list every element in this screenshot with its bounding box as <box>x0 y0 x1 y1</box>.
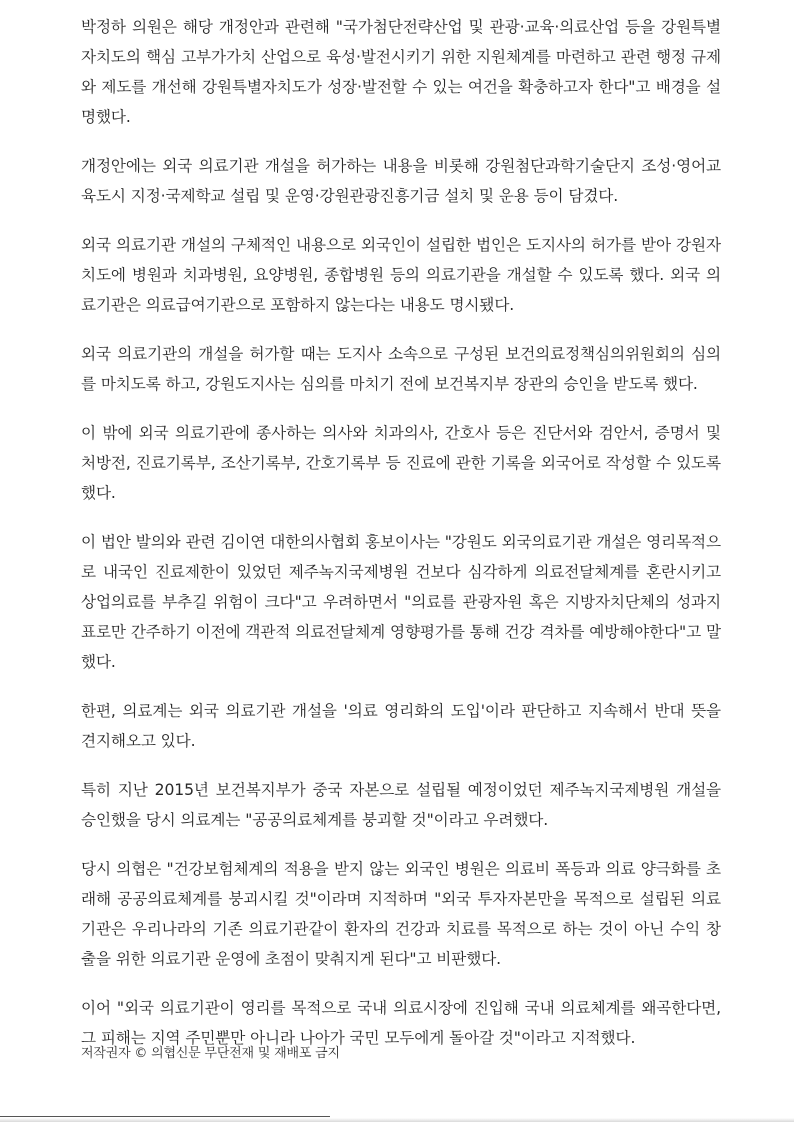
paragraph-1: 박정하 의원은 해당 개정안과 관련해 "국가첨단전략산업 및 관광·교육·의료산업 등을 강원특별자치도의 핵심 고부가가치 산업으로 육성·발전시키기 위한 지원체계를 마련하고 관련 행정 규제와 제도를 개선해 강원특별자치도가 성장·발전할 수 있는 여건을 확충하고자 한다"고 배경을 설명했다. <box>81 18 721 126</box>
paragraph-10: 이어 "외국 의료기관이 영리를 목적으로 국내 의료시장에 진입해 국내 의료체계를 왜곡한다면, 그 피해는 지역 주민뿐만 아니라 나아가 국민 모두에게 돌아갈 것"이라고 지적했다. <box>81 999 721 1047</box>
paragraph-6: 이 법안 발의와 관련 김이연 대한의사협회 홍보이사는 "강원도 외국의료기관 개설은 영리목적으로 내국인 진료제한이 있었던 제주녹지국제병원 건보다 심각하게 의료전달체계를 혼란시키고 상업의료를 부추길 위험이 크다"고 우려하면서 "의료를 관광자원 혹은 지방자치단체의 성과지표로만 간주하기 이전에 객관적 의료전달체계 영향평가를 통해 건강 격차를 예방해야한다"고 말했다. <box>81 533 721 671</box>
paragraph-3: 외국 의료기관 개설의 구체적인 내용으로 외국인이 설립한 법인은 도지사의 허가를 받아 강원자치도에 병원과 치과병원, 요양병원, 종합병원 등의 의료기관을 개설할 수 있도록 했다. 외국 의료기관은 의료급여기관으로 포함하지 않는다는 내용도 명시됐다. <box>81 236 721 314</box>
copyright-notice: 저작권자 © 의협신문 무단전재 및 재배포 금지 <box>81 1046 340 1061</box>
paragraph-5: 이 밖에 외국 의료기관에 종사하는 의사와 치과의사, 간호사 등은 진단서와 검안서, 증명서 및 처방전, 진료기록부, 조산기록부, 간호기록부 등 진료에 관한 기록을 외국어로 작성할 수 있도록 했다. <box>81 424 721 502</box>
scan-bottom-shadow <box>0 1118 794 1122</box>
scan-edge-line <box>0 1116 330 1117</box>
paragraph-2: 개정안에는 외국 의료기관 개설을 허가하는 내용을 비롯해 강원첨단과학기술단지 조성·영어교육도시 지정·국제학교 설립 및 운영·강원관광진흥기금 설치 및 운용 등이 담겼다. <box>81 157 721 205</box>
paragraph-7: 한편, 의료계는 외국 의료기관 개설을 '의료 영리화의 도입'이라 판단하고 지속해서 반대 뜻을 견지해오고 있다. <box>81 702 721 750</box>
paragraph-4: 외국 의료기관의 개설을 허가할 때는 도지사 소속으로 구성된 보건의료정책심의위원회의 심의를 마치도록 하고, 강원도지사는 심의를 마치기 전에 보건복지부 장관의 승인을 받도록 했다. <box>81 345 721 393</box>
paragraph-8: 특히 지난 2015년 보건복지부가 중국 자본으로 설립될 예정이었던 제주녹지국제병원 개설을 승인했을 당시 의료계는 "공공의료체계를 붕괴할 것"이라고 우려했다. <box>81 781 721 829</box>
article-body <box>81 12 721 1072</box>
paragraph-9: 당시 의협은 "건강보험체계의 적용을 받지 않는 외국인 병원은 의료비 폭등과 의료 양극화를 초래해 공공의료체계를 붕괴시킬 것"이라며 지적하며 "외국 투자자본만을 목적으로 설립된 의료기관은 우리나라의 기존 의료기관같이 환자의 건강과 치료를 목적으로 하는 것이 아닌 수익 창출을 위한 의료기관 운영에 초점이 맞춰지게 된다"고 비판했다. <box>81 860 721 968</box>
